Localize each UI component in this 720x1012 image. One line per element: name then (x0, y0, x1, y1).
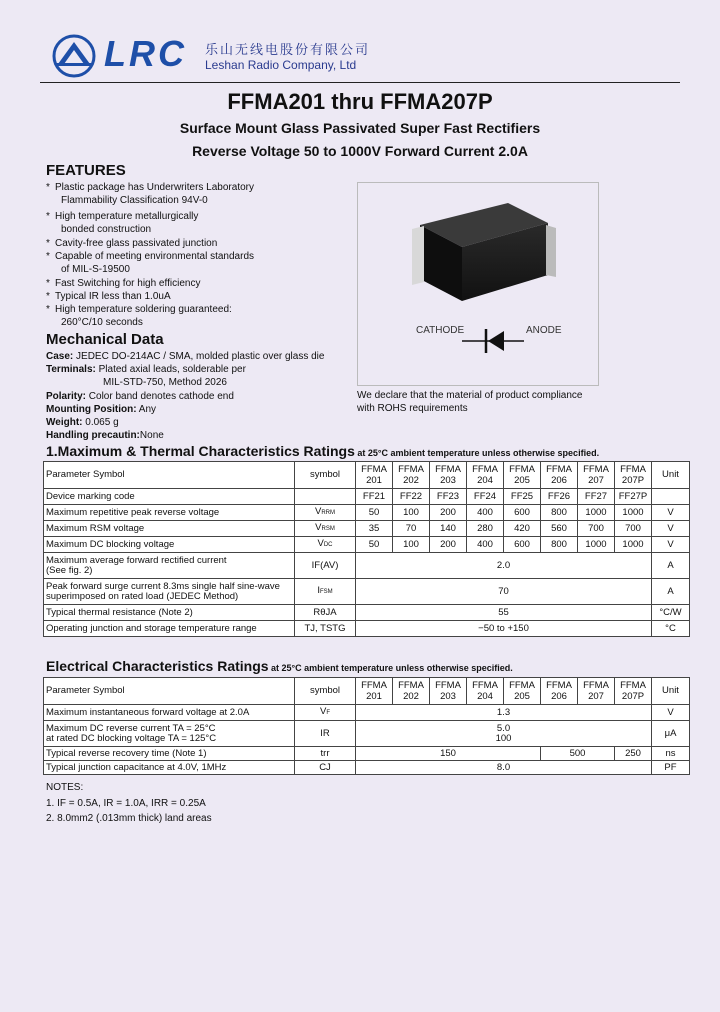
document-title: FFMA201 thru FFMA207P (227, 89, 493, 114)
table-header-row: Parameter Symbol symbol FFMA 201 FFMA 202 FFMA 203 FFMA 204 FFMA 205 FFMA 206 FFMA 207 FFMA 207P Unit (44, 462, 690, 489)
max-ratings-heading: 1.Maximum & Thermal Characteristics Ratings at 25°C ambient temperature unless otherwise specified. (46, 443, 600, 459)
mech-handling: Handling precautin:None (46, 430, 164, 441)
max-ratings-table (43, 461, 690, 637)
bullet-star: * (46, 211, 50, 222)
rohs-declaration-line2: with ROHS requirements (357, 403, 468, 414)
note-1: 1. IF = 0.5A, IR = 1.0A, IRR = 0.25A (46, 798, 206, 809)
table-row: Maximum DC reverse current TA = 25°C at rated DC blocking voltage TA = 125°C IR 5.0 100 μA (44, 721, 690, 747)
notes-heading: NOTES: (46, 782, 84, 793)
feature-item: * Plastic package has Underwriters Laboratory Flammability Classification 94V-0 (46, 182, 254, 206)
company-name-english: Leshan Radio Company, Ltd (205, 58, 357, 72)
mech-mounting: Mounting Position: Any (46, 404, 157, 415)
mech-case: Case: JEDEC DO-214AC / SMA, molded plastic over glass die (46, 351, 325, 362)
logo-text: LRC (104, 33, 187, 74)
bullet-star: * (46, 182, 50, 193)
feature-item: * Cavity-free glass passivated junction (46, 238, 218, 249)
table-row: Peak forward surge current 8.3ms single half sine-wave superimposed on rated load (JEDEC Method) IFSM 70 A (44, 579, 690, 605)
feature-item: * High temperature metallurgically bonded construction (46, 211, 199, 235)
package-image (358, 183, 598, 385)
table-row: Maximum average forward rectified current (See fig. 2) IF(AV) 2.0 A (44, 553, 690, 579)
note-2: 2. 8.0mm2 (.013mm thick) land areas (46, 813, 212, 824)
feature-item: * Capable of meeting environmental standards of MIL-S-19500 (46, 251, 255, 275)
table-row: Maximum RSM voltage VRSM 35 70 140 280 420 560 700 700 V (44, 521, 690, 537)
feature-item: * Fast Switching for high efficiency (46, 278, 201, 289)
table-row: Operating junction and storage temperature range TJ, TSTG −50 to +150 °C (44, 621, 690, 637)
table-row: Maximum instantaneous forward voltage at 2.0A VF 1.3 V (44, 705, 690, 721)
mech-weight: Weight: 0.065 g (46, 417, 119, 428)
diode-symbol-icon (462, 329, 524, 353)
table-row: Typical junction capacitance at 4.0V, 1MHz CJ 8.0 PF (44, 761, 690, 775)
document-subtitle: Surface Mount Glass Passivated Super Fast Rectifiers (179, 120, 541, 136)
table-row: Typical thermal resistance (Note 2) RθJA 55 °C/W (44, 605, 690, 621)
feature-item: * High temperature soldering guaranteed: 260°C/10 seconds (46, 304, 232, 328)
anode-label: ANODE (526, 325, 562, 336)
table-header-row: Parameter Symbol symbol FFMA 201 FFMA 202 FFMA 203 FFMA 204 FFMA 205 FFMA 206 FFMA 207 FFMA 207P Unit (44, 678, 690, 705)
company-name-chinese: 乐山无线电股份有限公司 (205, 42, 371, 57)
cathode-label: CATHODE (416, 325, 465, 336)
electrical-ratings-table (43, 677, 690, 775)
mechanical-heading: Mechanical Data (46, 331, 164, 348)
bullet-star: * (46, 278, 50, 289)
electrical-ratings-heading: Electrical Characteristics Ratings at 25°C ambient temperature unless otherwise specified. (46, 658, 513, 674)
mech-polarity: Polarity: Color band denotes cathode end (46, 391, 234, 402)
document-subtitle-ratings: Reverse Voltage 50 to 1000V Forward Current 2.0A (192, 143, 528, 159)
mech-terminals: Terminals: Plated axial leads, solderable per (46, 364, 246, 375)
bullet-star: * (46, 238, 50, 249)
table-row: Typical reverse recovery time (Note 1) trr 150 500 250 ns (44, 747, 690, 761)
bullet-star: * (46, 291, 50, 302)
rohs-declaration-line1: We declare that the material of product compliance (357, 390, 583, 401)
mech-terminals-standard: MIL-STD-750, Method 2026 (103, 377, 227, 388)
features-heading: FEATURES (46, 162, 126, 179)
bullet-star: * (46, 251, 50, 262)
table-row: Maximum DC blocking voltage VDC 50 100 200 400 600 800 1000 1000 V (44, 537, 690, 553)
header-divider (40, 82, 680, 83)
product-image-box (357, 182, 599, 386)
table-row: Device marking code FF21 FF22 FF23 FF24 FF25 FF26 FF27 FF27P (44, 489, 690, 505)
bullet-star: * (46, 304, 50, 315)
table-row: Maximum repetitive peak reverse voltage VRRM 50 100 200 400 600 800 1000 1000 V (44, 505, 690, 521)
company-logo-emblem (52, 34, 96, 78)
feature-item: * Typical IR less than 1.0uA (46, 291, 171, 302)
